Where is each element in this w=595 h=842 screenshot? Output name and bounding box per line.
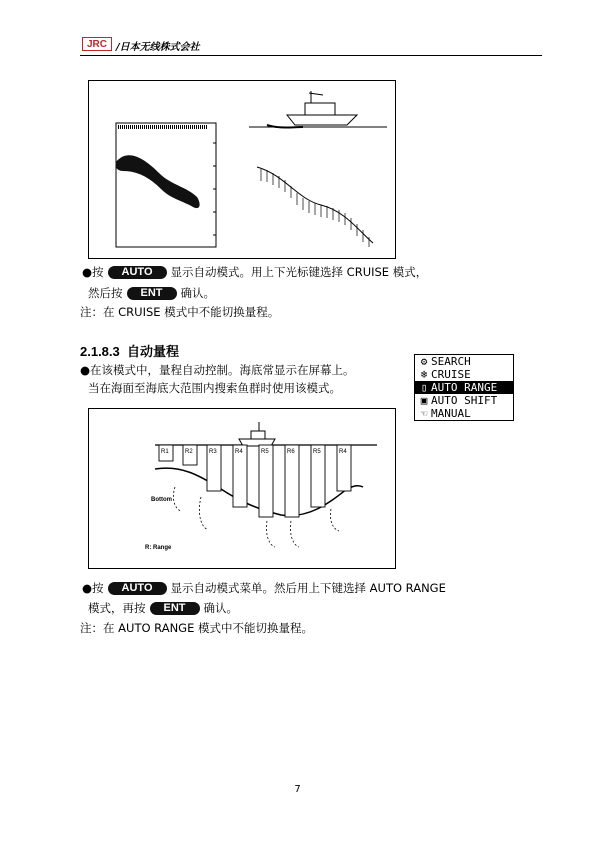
auto-shift-icon: ▣ [420, 394, 428, 407]
menu-item-cruise[interactable] [415, 368, 513, 381]
auto-range-instruction-line1 [82, 580, 446, 596]
bullet-text: ●按 [82, 581, 104, 595]
menu-item-auto-range[interactable] [415, 381, 513, 394]
range-bar-6 [285, 445, 299, 517]
instruction-text: 显示自动模式。用上下光标键选择 CRUISE 模式， [170, 265, 428, 279]
section-heading [80, 341, 179, 360]
cruise-icon: ❄ [420, 368, 428, 381]
menu-item-search[interactable] [415, 355, 513, 368]
ent-key: ENT [150, 602, 200, 615]
auto-range-note: 注：在 AUTO RANGE 模式中不能切换量程。 [80, 621, 313, 635]
cruise-instruction-line1 [82, 264, 427, 280]
menu-item-label: AUTO RANGE [431, 381, 498, 394]
instruction-text: 模式，再按 [88, 601, 146, 615]
section-paragraph-line1: ●在该模式中，量程自动控制。海底常显示在屏幕上。 [80, 363, 355, 377]
auto-key: AUTO [108, 266, 167, 279]
instruction-text: 显示自动模式菜单。然后用上下键选择 AUTO RANGE [170, 581, 446, 595]
range-bar-label-6: R6 [287, 449, 295, 455]
instruction-text: 确认。 [203, 601, 238, 615]
range-bar-label-4: R4 [235, 449, 243, 455]
menu-item-label: CRUISE [431, 368, 471, 381]
range-bar-label-2: R2 [185, 449, 193, 455]
menu-item-manual[interactable] [415, 407, 513, 420]
auto-range-instruction-line2 [88, 600, 238, 616]
company-name: /日本无线株式会社 [116, 42, 200, 53]
header-divider [80, 55, 542, 56]
instruction-text: 确认。 [180, 286, 215, 300]
range-bar-label-5: R5 [261, 449, 269, 455]
cruise-instruction-line2 [88, 285, 215, 301]
bullet-text: ●按 [82, 265, 104, 279]
menu-item-label: SEARCH [431, 355, 471, 368]
menu-item-auto-shift[interactable] [415, 394, 513, 407]
jrc-logo: JRC [82, 37, 112, 51]
section-number: 2.1.8.3 [80, 344, 120, 359]
range-bar-label-8: R4 [339, 449, 347, 455]
ent-key: ENT [127, 287, 177, 300]
auto-range-figure [88, 408, 396, 569]
mode-menu [414, 354, 514, 421]
seabed-echo [116, 155, 200, 208]
boat-sketch [287, 91, 357, 125]
menu-item-label: AUTO SHIFT [431, 394, 498, 407]
cruise-mode-figure [88, 80, 396, 259]
range-bar-label-7: R5 [313, 449, 321, 455]
search-icon: ⚙ [420, 355, 428, 368]
section-title: 自动量程 [127, 344, 180, 359]
range-legend: R: Range [145, 545, 172, 551]
manual-icon: ☜ [420, 407, 428, 420]
range-bar-2 [183, 445, 197, 465]
cruise-mode-illustration [89, 81, 395, 258]
auto-key: AUTO [108, 582, 167, 595]
section-paragraph-line2: 当在海面至海底大范围内搜索鱼群时使用该模式。 [88, 381, 341, 395]
range-bar-label-3: R3 [209, 449, 217, 455]
auto-range-diagram [89, 409, 395, 568]
cruise-note: 注：在 CRUISE 模式中不能切换量程。 [80, 305, 280, 319]
instruction-text: 然后按 [88, 286, 123, 300]
menu-item-label: MANUAL [431, 407, 471, 420]
bottom-label: Bottom [151, 497, 172, 503]
page-number: 7 [294, 784, 301, 795]
range-bar-5 [259, 445, 273, 517]
boat-sketch [239, 422, 275, 446]
range-bar-label-1: R1 [161, 449, 169, 455]
auto-range-icon: ▯ [420, 381, 428, 394]
seabed-hatching [261, 169, 369, 247]
